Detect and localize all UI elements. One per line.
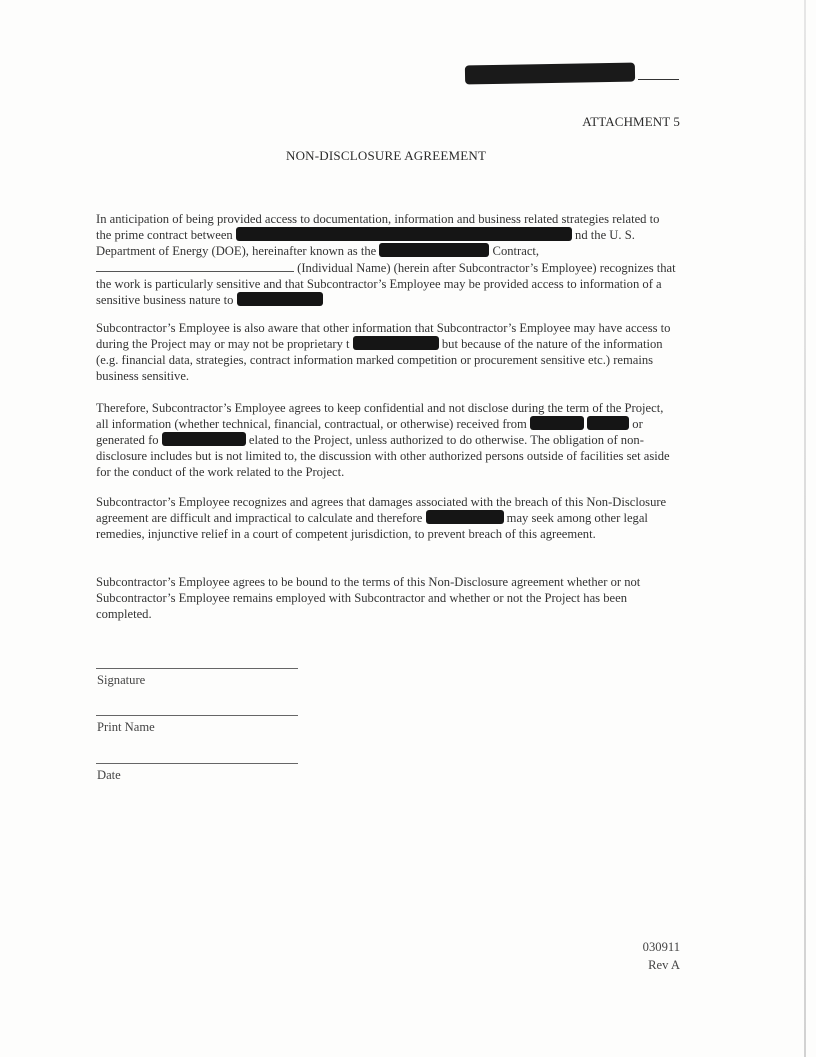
paragraph-text: Subcontractor’s Employee recognizes and agrees that damages associated with the breach of this Non-Disclosure agreement are difficult and impractical to calculate and therefore [96, 495, 667, 525]
document-revision: Rev A [648, 958, 680, 972]
page-edge [804, 0, 806, 1057]
paragraph-text: Subcontractor’s Employee is also aware that other information that Subcontractor’s Employee may have access to during the Project may or may not be proprietary t [96, 321, 671, 351]
header-underline [638, 79, 679, 80]
document-code: 030911 [642, 940, 680, 954]
redaction-mark [587, 416, 629, 430]
paragraph-text: elated to the Project, unless authorized to do otherwise. The obligation of non-disclosure includes but is not limited to, the discussion with other authorized persons outside of facilities set aside for the conduct of the work related to the Project. [96, 433, 670, 479]
date-label: Date [97, 768, 121, 782]
document-code-block [643, 938, 680, 974]
date-line [96, 763, 298, 764]
paragraph-text: but because of the nature of the information (e.g. financial data, strategies, contract information marked competition or procurement sensitive etc.) remains business sensitive. [96, 337, 663, 383]
attachment-label: ATTACHMENT 5 [582, 114, 680, 129]
paragraph-4 [96, 494, 676, 542]
redaction-mark [237, 292, 323, 306]
paragraph-1 [96, 211, 676, 308]
paragraph-text: (Individual Name) (herein after Subcontractor’s Employee) recognizes that the work is particularly sensitive and that Subcontractor’s Employee may be provided access to information of a sensitive business nature to [96, 261, 676, 307]
signature-line [96, 668, 298, 669]
paragraph-text: In anticipation of being provided access to documentation, information and business related strategies related to the prime contract between [96, 212, 660, 242]
redaction-mark [465, 63, 635, 85]
paragraph-text: nd the U. S. Department of Energy (DOE), hereinafter known as the [96, 228, 635, 258]
document-title: NON-DISCLOSURE AGREEMENT [286, 148, 487, 163]
redaction-mark [426, 510, 504, 524]
paragraph-3 [96, 400, 676, 480]
redaction-mark [353, 336, 439, 350]
redaction-mark [379, 243, 489, 257]
redaction-mark [236, 227, 572, 241]
signature-label: Signature [97, 673, 146, 687]
redaction-mark [162, 432, 246, 446]
paragraph-text: Therefore, Subcontractor’s Employee agrees to keep confidential and not disclose during the term of the Project, all information (whether technical, financial, contractual, or otherwise) received from [96, 401, 664, 431]
print-name-label: Print Name [97, 720, 155, 734]
print-name-line [96, 715, 298, 716]
paragraph-text: Contract, [492, 244, 540, 258]
paragraph-2 [96, 320, 676, 384]
paragraph-text: or generated fo [96, 417, 643, 447]
paragraph-text: may seek among other legal remedies, injunctive relief in a court of competent jurisdiction, to prevent breach of this agreement. [96, 511, 648, 541]
paragraph-text: Subcontractor’s Employee agrees to be bound to the terms of this Non-Disclosure agreement whether or not Subcontractor’s Employee remains employed with Subcontractor and whether or not the Project has been completed. [96, 575, 641, 621]
name-blank-line [96, 259, 294, 272]
paragraph-5 [96, 574, 676, 622]
redaction-mark [530, 416, 584, 430]
